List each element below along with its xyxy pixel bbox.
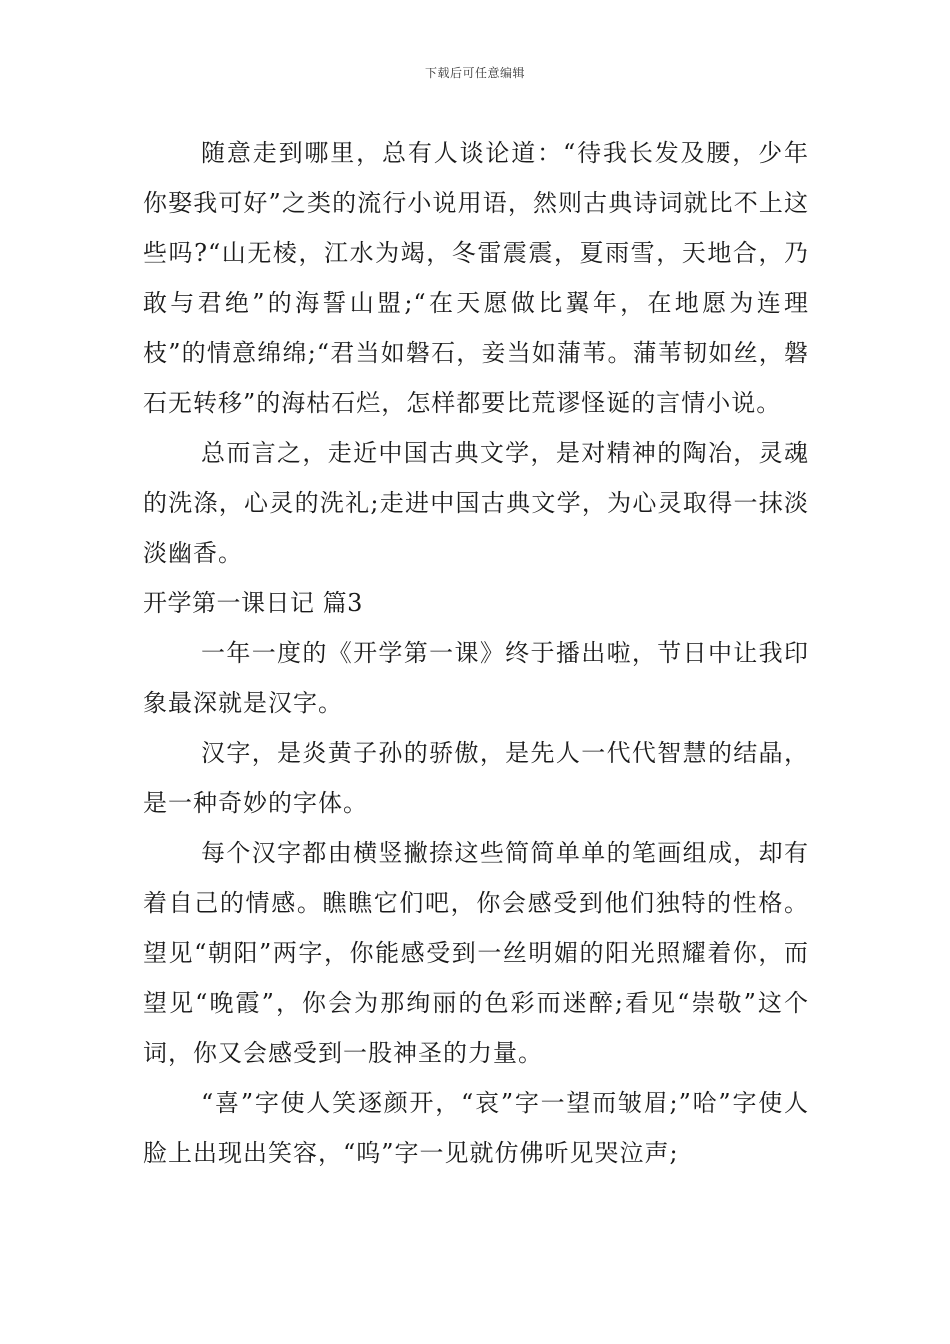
section-title: 开学第一课日记 篇3 (143, 589, 363, 617)
document-body (143, 128, 809, 1178)
paragraph: 一年一度的《开学第一课》终于播出啦，节日中让我印象最深就是汉字。 (143, 639, 809, 717)
paragraph: 每个汉字都由横竖撇捺这些简简单单的笔画组成，却有着自己的情感。瞧瞧它们吧，你会感受到他们独特的性格。望见“朝阳”两字，你能感受到一丝明媚的阳光照耀着你，而望见“晚霞”，你会为那绚丽的色彩而迷醉;看见“崇敬”这个词，你又会感受到一股神圣的力量。 (143, 839, 809, 1067)
paragraph: 随意走到哪里，总有人谈论道：“待我长发及腰，少年你娶我可好”之类的流行小说用语，然则古典诗词就比不上这些吗?“山无棱，江水为竭，冬雷震震，夏雨雪，天地合，乃敢与君绝”的海誓山盟;“在天愿做比翼年，在地愿为连理枝”的情意绵绵;“君当如磐石，妾当如蒲苇。蒲苇韧如丝，磐石无转移”的海枯石烂，怎样都要比荒谬怪诞的言情小说。 (143, 139, 809, 417)
page-header-note: 下载后可任意编辑 (424, 66, 525, 80)
paragraph: 汉字，是炎黄子孙的骄傲，是先人一代代智慧的结晶，是一种奇妙的字体。 (143, 739, 809, 817)
paragraph: “喜”字使人笑逐颜开，“哀”字一望而皱眉;”哈”字使人脸上出现出笑容，“呜”字一见就仿佛听见哭泣声; (143, 1089, 809, 1167)
paragraph: 总而言之，走近中国古典文学，是对精神的陶冶，灵魂的洗涤，心灵的洗礼;走进中国古典文学，为心灵取得一抹淡淡幽香。 (143, 439, 809, 567)
